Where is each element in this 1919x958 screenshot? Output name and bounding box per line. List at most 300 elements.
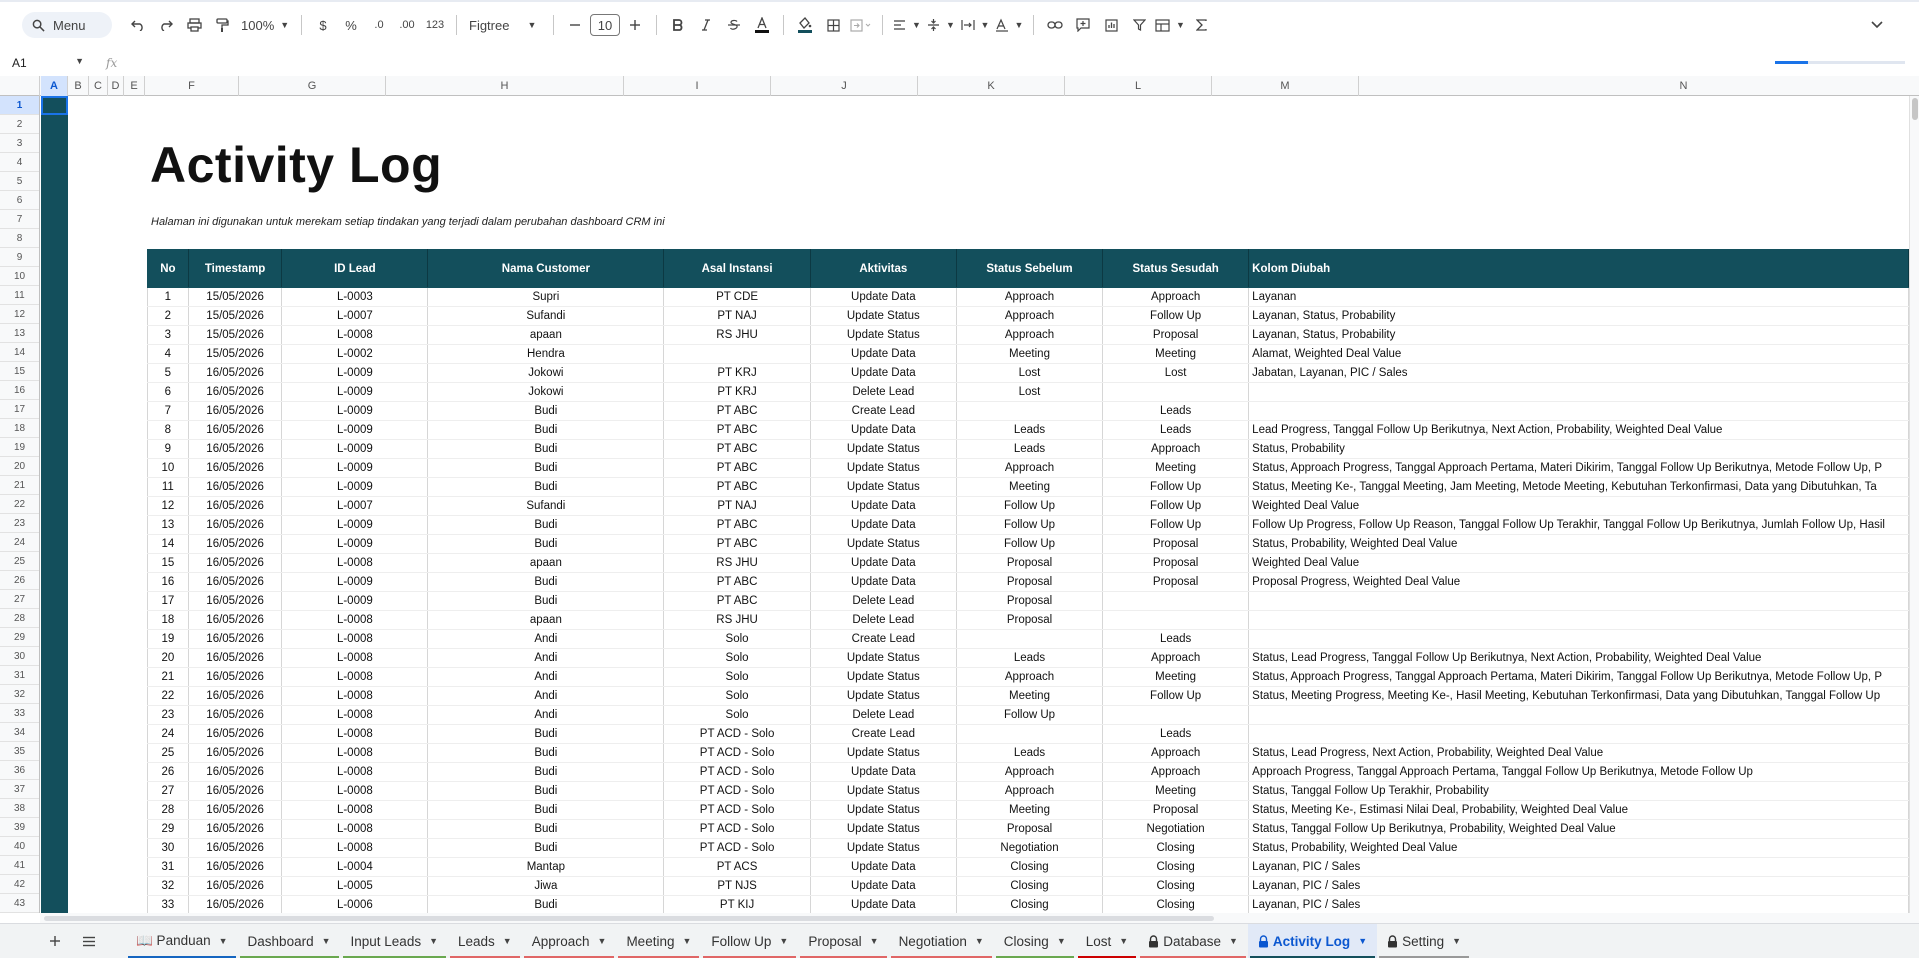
table-cell[interactable]: Andi xyxy=(428,687,664,706)
table-cell[interactable]: Create Lead xyxy=(810,725,956,744)
table-cell[interactable]: Update Data xyxy=(810,763,956,782)
table-cell[interactable]: L-0009 xyxy=(282,421,428,440)
table-cell[interactable]: 2 xyxy=(148,307,189,326)
row-header-34[interactable]: 34 xyxy=(0,723,39,742)
table-cell[interactable]: Budi xyxy=(428,516,664,535)
table-cell[interactable]: Delete Lead xyxy=(810,592,956,611)
table-cell[interactable]: Leads xyxy=(956,649,1102,668)
table-cell[interactable]: Approach xyxy=(1103,649,1249,668)
tab-proposal[interactable] xyxy=(798,924,888,958)
redo-button[interactable] xyxy=(153,12,179,38)
table-cell[interactable]: L-0008 xyxy=(282,725,428,744)
column-header-l[interactable]: L xyxy=(1065,76,1212,96)
chevron-down-icon[interactable]: ▼ xyxy=(321,936,331,946)
table-cell[interactable]: 16/05/2026 xyxy=(188,402,282,421)
table-cell[interactable]: Andi xyxy=(428,706,664,725)
table-cell[interactable]: L-0008 xyxy=(282,706,428,725)
table-cell[interactable]: PT KRJ xyxy=(664,383,810,402)
table-cell[interactable]: Update Status xyxy=(810,744,956,763)
table-cell[interactable]: Update Status xyxy=(810,535,956,554)
table-cell[interactable]: PT ABC xyxy=(664,516,810,535)
table-cell[interactable]: 16/05/2026 xyxy=(188,516,282,535)
row-header-1[interactable]: 1 xyxy=(0,96,39,115)
table-cell[interactable]: 10 xyxy=(148,459,189,478)
row-header-23[interactable]: 23 xyxy=(0,514,39,533)
table-cell[interactable]: 3 xyxy=(148,326,189,345)
table-cell[interactable]: 16/05/2026 xyxy=(188,611,282,630)
table-cell[interactable]: Layanan xyxy=(1249,288,1909,307)
tab-closing[interactable] xyxy=(994,924,1076,958)
table-cell[interactable]: 4 xyxy=(148,345,189,364)
table-cell[interactable]: Proposal xyxy=(956,611,1102,630)
table-cell[interactable]: PT ABC xyxy=(664,440,810,459)
table-cell[interactable]: Lead Progress, Tanggal Follow Up Berikutnya, Next Action, Probability, Weighted Deal Value xyxy=(1249,421,1909,440)
chevron-down-icon[interactable]: ▼ xyxy=(218,936,228,946)
table-cell[interactable]: Approach Progress, Tanggal Approach Pertama, Tanggal Follow Up Berikutnya, Metode Follow Up xyxy=(1249,763,1909,782)
table-cell[interactable]: Proposal xyxy=(1103,573,1249,592)
table-cell[interactable]: Proposal xyxy=(956,820,1102,839)
table-cell[interactable]: 27 xyxy=(148,782,189,801)
table-cell[interactable]: Status, Approach Progress, Tanggal Approach Pertama, Materi Dikirim, Tanggal Follow Up Berikutnya, Metode Follow Up, P xyxy=(1249,668,1909,687)
table-cell[interactable] xyxy=(1249,402,1909,421)
table-cell[interactable]: 15/05/2026 xyxy=(188,288,282,307)
row-header-37[interactable]: 37 xyxy=(0,780,39,799)
column-header-e[interactable]: E xyxy=(124,76,145,96)
table-cell[interactable]: PT CDE xyxy=(664,288,810,307)
table-cell[interactable]: Supri xyxy=(428,288,664,307)
tab-leads[interactable] xyxy=(448,924,522,958)
table-cell[interactable]: Delete Lead xyxy=(810,383,956,402)
table-cell[interactable]: Budi xyxy=(428,744,664,763)
table-cell[interactable]: Layanan, PIC / Sales xyxy=(1249,877,1909,896)
table-cell[interactable]: Budi xyxy=(428,801,664,820)
fill-color-button[interactable] xyxy=(792,12,818,38)
row-header-8[interactable]: 8 xyxy=(0,229,39,248)
row-header-17[interactable]: 17 xyxy=(0,400,39,419)
table-cell[interactable]: Leads xyxy=(956,421,1102,440)
select-all-corner[interactable] xyxy=(0,76,40,96)
table-cell[interactable]: 13 xyxy=(148,516,189,535)
table-cell[interactable]: 28 xyxy=(148,801,189,820)
column-header-d[interactable]: D xyxy=(108,76,124,96)
table-cell[interactable]: Follow Up xyxy=(1103,497,1249,516)
table-cell[interactable]: Status, Probability, Weighted Deal Value xyxy=(1249,839,1909,858)
table-cell[interactable]: 16/05/2026 xyxy=(188,383,282,402)
all-sheets-button[interactable] xyxy=(72,936,106,947)
table-cell[interactable]: 16/05/2026 xyxy=(188,459,282,478)
table-cell[interactable]: Closing xyxy=(956,896,1102,914)
table-cell[interactable]: Sufandi xyxy=(428,307,664,326)
table-cell[interactable]: L-0008 xyxy=(282,801,428,820)
row-header-38[interactable]: 38 xyxy=(0,799,39,818)
table-cell[interactable]: Update Data xyxy=(810,288,956,307)
table-cell[interactable]: Update Status xyxy=(810,478,956,497)
table-cell[interactable]: RS JHU xyxy=(664,611,810,630)
table-cell[interactable]: PT ACD - Solo xyxy=(664,801,810,820)
table-cell[interactable]: Closing xyxy=(956,877,1102,896)
row-header-20[interactable]: 20 xyxy=(0,457,39,476)
table-cell[interactable]: Solo xyxy=(664,649,810,668)
collapse-toolbar-button[interactable] xyxy=(1871,16,1883,34)
table-cell[interactable]: 9 xyxy=(148,440,189,459)
text-wrapping-button[interactable] xyxy=(959,12,991,38)
table-cell[interactable]: 16/05/2026 xyxy=(188,820,282,839)
tab-approach[interactable] xyxy=(522,924,617,958)
table-cell[interactable]: L-0009 xyxy=(282,478,428,497)
table-cell[interactable]: Lost xyxy=(956,364,1102,383)
table-cell[interactable]: Solo xyxy=(664,706,810,725)
row-header-27[interactable]: 27 xyxy=(0,590,39,609)
row-header-39[interactable]: 39 xyxy=(0,818,39,837)
number-format-button[interactable] xyxy=(422,12,448,38)
table-cell[interactable]: Update Status xyxy=(810,801,956,820)
insert-comment-button[interactable] xyxy=(1070,12,1096,38)
table-cell[interactable]: L-0008 xyxy=(282,687,428,706)
table-cell[interactable] xyxy=(1249,706,1909,725)
table-cell[interactable]: Leads xyxy=(956,440,1102,459)
table-cell[interactable]: Follow Up xyxy=(956,535,1102,554)
chevron-down-icon[interactable]: ▼ xyxy=(429,936,438,946)
table-cell[interactable]: Status, Lead Progress, Next Action, Probability, Weighted Deal Value xyxy=(1249,744,1909,763)
table-cell[interactable]: Update Status xyxy=(810,440,956,459)
add-sheet-button[interactable] xyxy=(38,935,72,947)
table-cell[interactable]: Update Status xyxy=(810,782,956,801)
column-header-n[interactable]: N xyxy=(1359,76,1919,96)
table-cell[interactable]: Approach xyxy=(956,668,1102,687)
name-box[interactable] xyxy=(0,56,92,70)
table-cell[interactable]: Update Data xyxy=(810,877,956,896)
table-cell[interactable]: Jabatan, Layanan, PIC / Sales xyxy=(1249,364,1909,383)
table-cell[interactable]: 16/05/2026 xyxy=(188,687,282,706)
table-cell[interactable]: Closing xyxy=(1103,858,1249,877)
table-cell[interactable]: L-0009 xyxy=(282,573,428,592)
table-cell[interactable]: Status, Probability, Weighted Deal Value xyxy=(1249,535,1909,554)
chevron-down-icon[interactable]: ▼ xyxy=(779,936,789,946)
table-cell[interactable]: Follow Up Progress, Follow Up Reason, Tanggal Follow Up Terakhir, Tanggal Follow Up Berikutnya, Jumlah Follow Up, Hasil xyxy=(1249,516,1909,535)
table-cell[interactable]: Follow Up xyxy=(956,706,1102,725)
column-header-m[interactable]: M xyxy=(1212,76,1359,96)
row-header-26[interactable]: 26 xyxy=(0,571,39,590)
table-cell[interactable]: PT NJS xyxy=(664,877,810,896)
table-cell[interactable]: PT ACS xyxy=(664,858,810,877)
tab-lost[interactable] xyxy=(1076,924,1138,958)
column-header-f[interactable]: F xyxy=(145,76,239,96)
table-cell[interactable]: 17 xyxy=(148,592,189,611)
table-cell[interactable]: 16/05/2026 xyxy=(188,801,282,820)
table-cell[interactable]: 24 xyxy=(148,725,189,744)
table-cell[interactable]: Update Data xyxy=(810,858,956,877)
table-cell[interactable]: Budi xyxy=(428,763,664,782)
table-cell[interactable]: Status, Probability xyxy=(1249,440,1909,459)
table-cell[interactable]: 16/05/2026 xyxy=(188,725,282,744)
table-cell[interactable]: 23 xyxy=(148,706,189,725)
table-cell[interactable]: Update Status xyxy=(810,326,956,345)
table-cell[interactable]: 16/05/2026 xyxy=(188,782,282,801)
row-header-10[interactable]: 10 xyxy=(0,267,39,286)
table-cell[interactable]: Closing xyxy=(1103,896,1249,914)
table-cell[interactable]: Leads xyxy=(1103,402,1249,421)
table-cell[interactable]: L-0009 xyxy=(282,535,428,554)
horizontal-scroll-thumb[interactable] xyxy=(44,916,1214,921)
table-cell[interactable]: Update Data xyxy=(810,364,956,383)
chevron-down-icon[interactable]: ▼ xyxy=(502,936,512,946)
column-header-c[interactable]: C xyxy=(89,76,108,96)
table-cell[interactable]: Meeting xyxy=(1103,345,1249,364)
table-cell[interactable]: Andi xyxy=(428,649,664,668)
chevron-down-icon[interactable]: ▼ xyxy=(1056,936,1066,946)
undo-button[interactable] xyxy=(125,12,151,38)
table-cell[interactable]: Update Status xyxy=(810,307,956,326)
horizontal-scrollbar[interactable] xyxy=(40,913,1919,923)
table-cell[interactable]: Status, Meeting Progress, Meeting Ke-, Hasil Meeting, Kebutuhan Terkonfirmasi, Data yang Dibutuhkan, Tanggal Follow Up xyxy=(1249,687,1909,706)
table-cell[interactable]: Weighted Deal Value xyxy=(1249,554,1909,573)
row-header-22[interactable]: 22 xyxy=(0,495,39,514)
functions-button[interactable] xyxy=(1188,12,1214,38)
table-cell[interactable]: Leads xyxy=(1103,725,1249,744)
table-cell[interactable]: Create Lead xyxy=(810,630,956,649)
row-header-13[interactable]: 13 xyxy=(0,324,39,343)
column-header-j[interactable]: J xyxy=(771,76,918,96)
table-cell[interactable]: 16/05/2026 xyxy=(188,573,282,592)
table-cell[interactable]: PT ABC xyxy=(664,459,810,478)
table-cell[interactable]: Update Data xyxy=(810,497,956,516)
table-cell[interactable]: L-0008 xyxy=(282,744,428,763)
table-cell[interactable] xyxy=(1249,725,1909,744)
print-button[interactable] xyxy=(181,12,207,38)
row-header-41[interactable]: 41 xyxy=(0,856,39,875)
table-cell[interactable]: L-0003 xyxy=(282,288,428,307)
table-cell[interactable]: 6 xyxy=(148,383,189,402)
table-cell[interactable]: 5 xyxy=(148,364,189,383)
table-cell[interactable]: Budi xyxy=(428,839,664,858)
table-cell[interactable]: Leads xyxy=(1103,421,1249,440)
table-cell[interactable]: Meeting xyxy=(956,801,1102,820)
table-cell[interactable]: Status, Tanggal Follow Up Berikutnya, Probability, Weighted Deal Value xyxy=(1249,820,1909,839)
increase-font-size-button[interactable] xyxy=(622,12,648,38)
insert-chart-button[interactable] xyxy=(1098,12,1124,38)
row-header-40[interactable]: 40 xyxy=(0,837,39,856)
table-cell[interactable]: Create Lead xyxy=(810,402,956,421)
table-cell[interactable]: Proposal Progress, Weighted Deal Value xyxy=(1249,573,1909,592)
table-cell[interactable]: Leads xyxy=(1103,630,1249,649)
row-header-3[interactable]: 3 xyxy=(0,134,39,153)
chevron-down-icon[interactable]: ▼ xyxy=(597,936,607,946)
table-cell[interactable] xyxy=(1249,383,1909,402)
table-cell[interactable]: 16/05/2026 xyxy=(188,497,282,516)
table-cell[interactable]: Closing xyxy=(1103,877,1249,896)
table-cell[interactable] xyxy=(1249,611,1909,630)
table-cell[interactable]: L-0009 xyxy=(282,402,428,421)
table-cell[interactable]: PT ACD - Solo xyxy=(664,820,810,839)
row-header-4[interactable]: 4 xyxy=(0,153,39,172)
table-cell[interactable]: 16/05/2026 xyxy=(188,649,282,668)
table-cell[interactable]: L-0009 xyxy=(282,592,428,611)
table-cell[interactable]: Approach xyxy=(956,459,1102,478)
table-cell[interactable]: L-0009 xyxy=(282,459,428,478)
table-cell[interactable]: PT ABC xyxy=(664,535,810,554)
table-cell[interactable]: 15/05/2026 xyxy=(188,326,282,345)
text-rotation-button[interactable] xyxy=(993,12,1025,38)
table-cell[interactable]: Budi xyxy=(428,896,664,914)
table-cell[interactable]: 18 xyxy=(148,611,189,630)
filter-views-button[interactable] xyxy=(1154,12,1186,38)
active-cell-a1[interactable] xyxy=(41,96,68,115)
column-header-g[interactable]: G xyxy=(239,76,386,96)
tab-dashboard[interactable] xyxy=(238,924,341,958)
table-cell[interactable]: PT KRJ xyxy=(664,364,810,383)
row-header-43[interactable]: 43 xyxy=(0,894,39,913)
table-cell[interactable]: Layanan, Status, Probability xyxy=(1249,307,1909,326)
table-cell[interactable]: Status, Meeting Ke-, Tanggal Meeting, Jam Meeting, Metode Meeting, Kebutuhan Terkonfirmasi, Data yang Dibutuhkan, Ta xyxy=(1249,478,1909,497)
italic-button[interactable] xyxy=(693,12,719,38)
table-cell[interactable]: Solo xyxy=(664,668,810,687)
row-header-2[interactable]: 2 xyxy=(0,115,39,134)
table-cell[interactable]: apaan xyxy=(428,326,664,345)
table-cell[interactable]: 20 xyxy=(148,649,189,668)
row-header-19[interactable]: 19 xyxy=(0,438,39,457)
table-cell[interactable]: Budi xyxy=(428,440,664,459)
row-header-25[interactable]: 25 xyxy=(0,552,39,571)
tab-negotiation[interactable] xyxy=(889,924,994,958)
table-cell[interactable]: Lost xyxy=(1103,364,1249,383)
filter-button[interactable] xyxy=(1126,12,1152,38)
table-cell[interactable]: Solo xyxy=(664,630,810,649)
table-cell[interactable]: Proposal xyxy=(1103,535,1249,554)
table-cell[interactable]: 15/05/2026 xyxy=(188,345,282,364)
sheet-grid[interactable] xyxy=(40,96,1909,913)
table-cell[interactable]: PT ACD - Solo xyxy=(664,744,810,763)
table-cell[interactable]: L-0008 xyxy=(282,649,428,668)
table-cell[interactable]: Layanan, Status, Probability xyxy=(1249,326,1909,345)
bold-button[interactable] xyxy=(665,12,691,38)
table-cell[interactable]: Lost xyxy=(956,383,1102,402)
table-cell[interactable]: Budi xyxy=(428,535,664,554)
search-menu[interactable] xyxy=(22,12,112,38)
table-cell[interactable]: Budi xyxy=(428,402,664,421)
column-header-a[interactable]: A xyxy=(41,76,68,96)
row-header-24[interactable]: 24 xyxy=(0,533,39,552)
table-cell[interactable]: 26 xyxy=(148,763,189,782)
table-cell[interactable]: Status, Approach Progress, Tanggal Approach Pertama, Materi Dikirim, Tanggal Follow Up Berikutnya, Metode Follow Up, P xyxy=(1249,459,1909,478)
table-cell[interactable]: Alamat, Weighted Deal Value xyxy=(1249,345,1909,364)
table-cell[interactable]: Jokowi xyxy=(428,364,664,383)
table-cell[interactable]: 32 xyxy=(148,877,189,896)
chevron-down-icon[interactable]: ▼ xyxy=(1229,936,1238,946)
table-cell[interactable]: Layanan, PIC / Sales xyxy=(1249,896,1909,914)
table-cell[interactable]: Follow Up xyxy=(1103,307,1249,326)
table-cell[interactable]: Mantap xyxy=(428,858,664,877)
table-cell[interactable]: L-0007 xyxy=(282,497,428,516)
table-cell[interactable]: Status, Lead Progress, Tanggal Follow Up Berikutnya, Next Action, Probability, Weighted Deal Value xyxy=(1249,649,1909,668)
table-cell[interactable]: Update Status xyxy=(810,649,956,668)
table-cell[interactable]: PT ABC xyxy=(664,478,810,497)
table-cell[interactable]: Approach xyxy=(956,307,1102,326)
table-cell[interactable]: Andi xyxy=(428,630,664,649)
table-cell[interactable]: L-0008 xyxy=(282,820,428,839)
table-cell[interactable]: PT ABC xyxy=(664,402,810,421)
table-cell[interactable]: L-0008 xyxy=(282,763,428,782)
table-cell[interactable]: Update Data xyxy=(810,554,956,573)
increase-decimal-button[interactable] xyxy=(394,12,420,38)
row-header-12[interactable]: 12 xyxy=(0,305,39,324)
table-cell[interactable]: 30 xyxy=(148,839,189,858)
chevron-down-icon[interactable]: ▼ xyxy=(682,936,692,946)
table-cell[interactable]: L-0008 xyxy=(282,326,428,345)
percent-format-button[interactable] xyxy=(338,12,364,38)
table-cell[interactable]: Approach xyxy=(1103,763,1249,782)
table-cell[interactable]: RS JHU xyxy=(664,554,810,573)
row-header-14[interactable]: 14 xyxy=(0,343,39,362)
vertical-scrollbar[interactable] xyxy=(1909,96,1919,913)
table-cell[interactable]: Status, Meeting Ke-, Estimasi Nilai Deal, Probability, Weighted Deal Value xyxy=(1249,801,1909,820)
table-cell[interactable]: 16/05/2026 xyxy=(188,630,282,649)
table-cell[interactable]: Meeting xyxy=(956,345,1102,364)
strikethrough-button[interactable] xyxy=(721,12,747,38)
currency-format-button[interactable] xyxy=(310,12,336,38)
table-cell[interactable]: PT ACD - Solo xyxy=(664,782,810,801)
table-cell[interactable]: 19 xyxy=(148,630,189,649)
text-color-button[interactable] xyxy=(749,12,775,38)
table-cell[interactable]: 33 xyxy=(148,896,189,914)
column-header-i[interactable]: I xyxy=(624,76,771,96)
table-cell[interactable]: 15/05/2026 xyxy=(188,307,282,326)
tab-database[interactable] xyxy=(1138,924,1248,958)
table-cell[interactable]: Closing xyxy=(1103,839,1249,858)
table-cell[interactable]: Approach xyxy=(1103,744,1249,763)
table-cell[interactable]: RS JHU xyxy=(664,326,810,345)
table-cell[interactable]: Meeting xyxy=(1103,459,1249,478)
row-header-18[interactable]: 18 xyxy=(0,419,39,438)
table-cell[interactable]: 14 xyxy=(148,535,189,554)
paint-format-button[interactable] xyxy=(209,12,235,38)
table-cell[interactable]: PT NAJ xyxy=(664,497,810,516)
row-header-11[interactable]: 11 xyxy=(0,286,39,305)
table-cell[interactable]: Jokowi xyxy=(428,383,664,402)
table-cell[interactable]: Andi xyxy=(428,668,664,687)
table-cell[interactable]: 7 xyxy=(148,402,189,421)
table-cell[interactable]: L-0006 xyxy=(282,896,428,914)
table-cell[interactable] xyxy=(1103,383,1249,402)
table-cell[interactable]: 11 xyxy=(148,478,189,497)
table-cell[interactable]: PT KIJ xyxy=(664,896,810,914)
table-cell[interactable] xyxy=(1103,706,1249,725)
table-cell[interactable]: Negotiation xyxy=(956,839,1102,858)
insert-link-button[interactable] xyxy=(1042,12,1068,38)
table-cell[interactable]: Proposal xyxy=(1103,801,1249,820)
tab-activity-log[interactable] xyxy=(1248,924,1377,958)
table-cell[interactable]: 31 xyxy=(148,858,189,877)
decrease-font-size-button[interactable] xyxy=(562,12,588,38)
table-cell[interactable]: 12 xyxy=(148,497,189,516)
table-cell[interactable]: Weighted Deal Value xyxy=(1249,497,1909,516)
row-header-21[interactable]: 21 xyxy=(0,476,39,495)
column-header-h[interactable]: H xyxy=(386,76,624,96)
table-cell[interactable]: Update Data xyxy=(810,421,956,440)
table-cell[interactable]: Closing xyxy=(956,858,1102,877)
table-cell[interactable]: Follow Up xyxy=(1103,478,1249,497)
table-cell[interactable]: Approach xyxy=(956,763,1102,782)
table-cell[interactable]: Budi xyxy=(428,421,664,440)
table-cell[interactable]: Meeting xyxy=(956,687,1102,706)
table-cell[interactable]: Budi xyxy=(428,820,664,839)
chevron-down-icon[interactable]: ▼ xyxy=(974,936,984,946)
vertical-scroll-thumb[interactable] xyxy=(1912,98,1918,120)
table-cell[interactable]: 16/05/2026 xyxy=(188,668,282,687)
tab-setting[interactable] xyxy=(1377,924,1471,958)
table-cell[interactable]: Meeting xyxy=(1103,668,1249,687)
table-cell[interactable]: 16 xyxy=(148,573,189,592)
table-cell[interactable]: PT ACD - Solo xyxy=(664,763,810,782)
